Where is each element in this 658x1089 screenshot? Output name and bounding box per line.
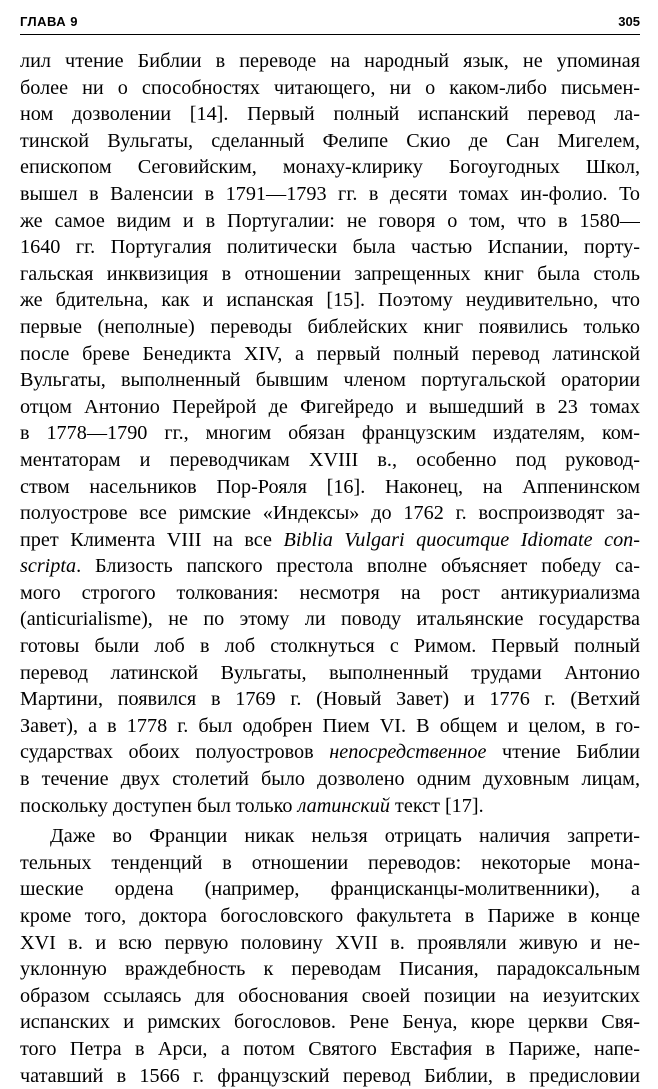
text-run: . Близость папского престола вполне объясняет победу са- (76, 555, 640, 578)
text-line: XVI в. и всю первую половину XVII в. проявляли живую и не- (20, 931, 640, 954)
italic-run: латинский (297, 794, 390, 817)
page-number: 305 (618, 14, 640, 29)
text-run: поскольку доступен был только (20, 794, 298, 817)
paragraph-1 (20, 48, 640, 819)
text-line: же самое видим и в Португалии: не говоря о том, что в 1580— (20, 209, 640, 232)
text-line (20, 553, 640, 580)
text-line (20, 739, 640, 766)
text-line: кроме того, доктора богословского факультета в Париже в конце (20, 905, 640, 927)
text-run: сударствах обоих полуостровов (20, 741, 330, 764)
text-line: шеские ордена (например, францисканцы-молитвенники), а (20, 878, 640, 901)
text-line: уклонную враждебность к переводам Писания, парадоксальным (20, 958, 640, 981)
text-line (20, 793, 640, 820)
text-line: чатавший в 1566 г. французский перевод Библии, в предисловии (20, 1064, 640, 1087)
running-header (20, 14, 640, 34)
text-line: лил чтение Библии в переводе на народный язык, не упоминая (20, 50, 640, 72)
text-line: 1640 гг. Португалия политически была частью Испании, порту- (20, 236, 640, 259)
text-line: Даже во Франции никак нельзя отрицать наличия запрети- (50, 825, 640, 848)
text-line: гальская инквизиция в отношении запрещенных книг была столь (20, 262, 640, 285)
text-run: прет Климента VIII на все (20, 528, 284, 551)
text-line: в 1778—1790 гг., многим обязан французским издателям, ком- (20, 422, 640, 445)
text-run: чтение Библии (486, 741, 640, 764)
text-line: в течение двух столетий было дозволено одним духовным лицам, (20, 768, 640, 791)
italic-run: scripta (20, 555, 77, 578)
text-line: Вульгаты, выполненный бывшим членом португальской оратории (20, 369, 640, 392)
text-line: ством насельников Пор-Рояля [16]. Наконец, на Аппенинском (20, 475, 640, 498)
text-line: Завет), а в 1778 г. был одобрен Пием VI. В общем и целом, в го- (20, 714, 640, 737)
chapter-title: ГЛАВА 9 (20, 14, 79, 29)
text-line: отцом Антонио Перейрой де Фигейредо и вышедший в 23 томах (20, 395, 640, 418)
text-line: вышел в Валенсии в 1791—1793 гг. в десяти томах ин-фолио. То (20, 182, 640, 205)
text-line: испанских и римских богословов. Рене Бенуа, кюре церкви Свя- (20, 1011, 640, 1034)
header-rule (20, 34, 640, 35)
text-line: полуострове все римские «Индексы» до 1762 г. воспроизводят за- (20, 502, 640, 525)
italic-run: непосредственное (329, 741, 487, 764)
text-line: более ни о способностях читающего, ни о каком-либо письмен- (20, 76, 640, 99)
italic-run: Biblia Vulgari quocumque Idiomate con- (283, 528, 640, 551)
text-line: того Петра в Арси, а потом Святого Евстафия в Париже, напе- (20, 1037, 640, 1060)
text-line: ном дозволении [14]. Первый полный испанский перевод ла- (20, 103, 640, 126)
text-line: перевод латинской Вульгаты, выполненный трудами Антонио (20, 661, 640, 684)
text-line (20, 527, 640, 554)
text-line: мого строгого толкования: несмотря на рост антикуриализма (20, 581, 640, 604)
text-line: епископом Сеговийским, монаху-клирику Богоугодных Школ, (20, 156, 640, 179)
text-line: тинской Вульгаты, сделанный Фелипе Скио де Сан Мигелем, (20, 129, 640, 152)
text-line: (anticurialisme), не по этому ли поводу итальянские государства (20, 608, 640, 631)
text-line: тельных тенденций в отношении переводов: некоторые мона- (20, 851, 640, 874)
text-line: после бреве Бенедикта XIV, а первый полный перевод латинской (20, 342, 640, 365)
text-line: Мартини, появился в 1769 г. (Новый Завет) и 1776 г. (Ветхий (20, 688, 640, 711)
body-text (20, 48, 640, 1089)
text-line: же бдительна, как и испанская [15]. Поэтому неудивительно, что (20, 289, 640, 312)
text-run: текст [17]. (389, 794, 484, 817)
text-line: первые (неполные) переводы библейских книг появились только (20, 315, 640, 338)
text-line: готовы были лоб в лоб столкнуться с Римом. Первый полный (20, 635, 640, 658)
paragraph-2 (20, 823, 640, 1089)
text-line: образом ссылаясь для обоснования своей позиции на иезуитских (20, 984, 640, 1007)
text-line: ментаторам и переводчикам XVIII в., особенно под руковод- (20, 448, 640, 471)
